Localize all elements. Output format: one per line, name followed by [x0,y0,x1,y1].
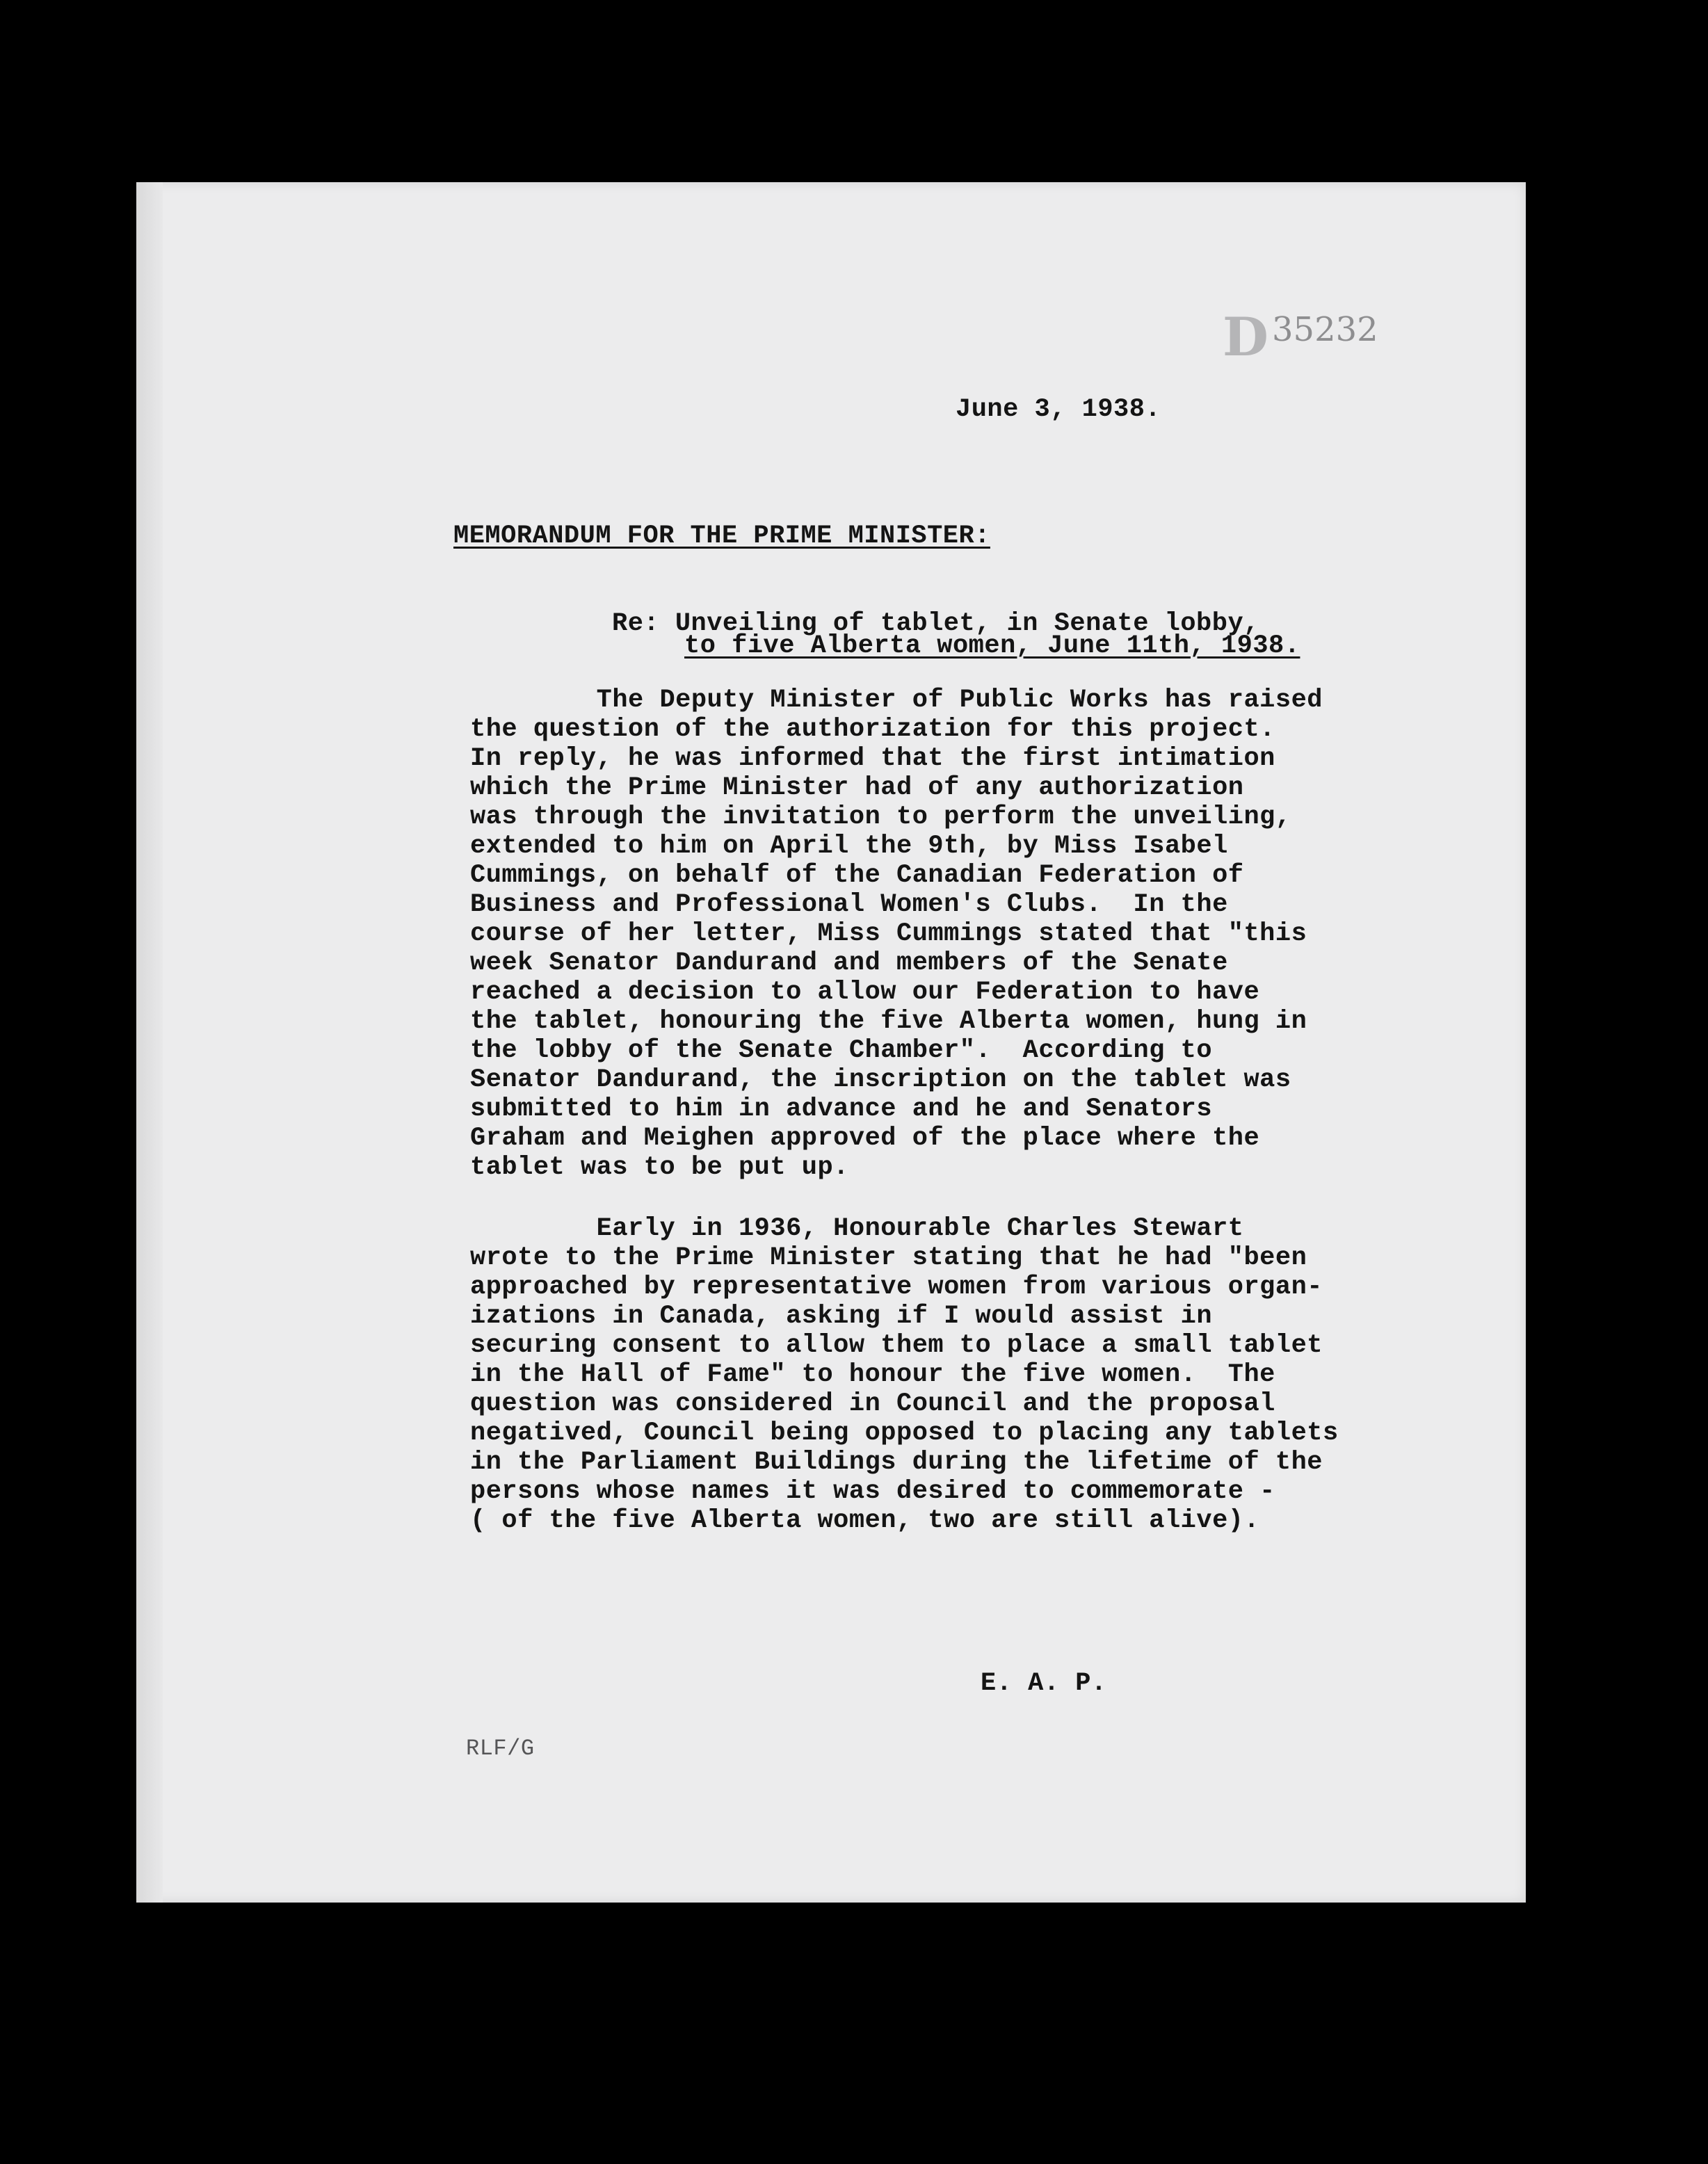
signature-initials: E. A. P. [981,1669,1107,1698]
memo-heading: MEMORANDUM FOR THE PRIME MINISTER: [453,522,990,551]
subject-line-1: Re: Unveiling of tablet, in Senate lobby, [612,609,1259,638]
body-paragraph-2: Early in 1936, Honourable Charles Stewart wrote to the Prime Minister stating that he had "been approached by representative women from various organ- izations in Canada, asking if I would assist in securing consent to allow them to place a small tablet in the Hall of Fame" to honour the five women. The question was considered in Council and the proposal negatived, Council being opposed to placing any tablets in the Parliament Buildings during the lifetime of the persons whose names it was desired to commemorate - ( of the five Alberta women, two are still alive). [470,1214,1339,1535]
reference-initials: RLF/G [466,1736,535,1761]
page-edge [136,182,163,1903]
stamp-letter: D [1223,306,1268,368]
stamp-number: 35232 [1272,310,1378,349]
subject-line-2: to five Alberta women, June 11th, 1938. [684,631,1300,661]
memo-date: June 3, 1938. [956,395,1161,424]
body-paragraph-1: The Deputy Minister of Public Works has raised the question of the authorization for this project. In reply, he was informed that the first intimation which the Prime Minister had of any authorization was through the invitation to perform the unveiling, extended to him on April the 9th, by Miss Isabel Cummings, on behalf of the Canadian Federation of Business and Professional Women's Clubs. In the course of her letter, Miss Cummings stated that "this week Senator Dandurand and members of the Senate reached a decision to allow our Federation to have the tablet, honouring the five Alberta women, hung in the lobby of the Senate Chamber". According to Senator Dandurand, the inscription on the tablet was submitted to him in advance and he and Senators Graham and Meighen approved of the place where the tablet was to be put up. [470,686,1323,1182]
archive-stamp [1223,306,1378,368]
